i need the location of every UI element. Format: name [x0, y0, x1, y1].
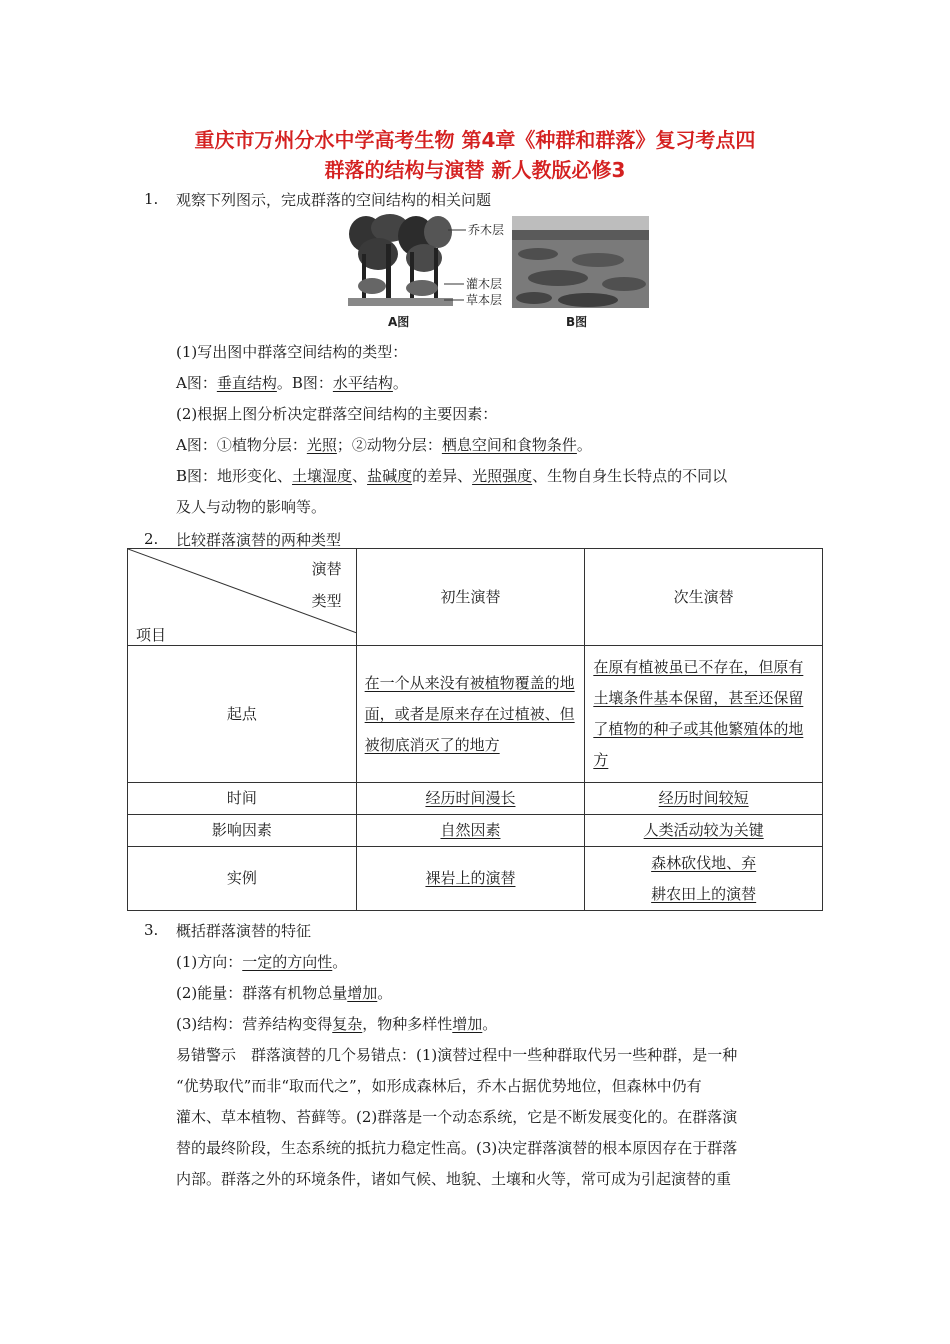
landscape-photo	[512, 216, 649, 308]
diagonal-header-cell: 演替 类型 项目	[128, 549, 357, 646]
doc-title-line1: 重庆市万州分水中学高考生物 第4章《种群和群落》复习考点四	[194, 128, 756, 152]
herb-layer-label: 草本层	[466, 293, 503, 307]
q3-feature-structure: (3)结构：营养结构变得复杂，物种多样性增加。	[176, 1015, 498, 1033]
header-secondary-succession: 次生演替	[585, 549, 823, 646]
q1-part2-answer-b-cont: 及人与动物的影响等。	[176, 498, 327, 516]
header-primary-succession: 初生演替	[356, 549, 585, 646]
table-row: 起点 在一个从来没有被植物覆盖的地面，或者是原来存在过植被、但被彻底消灭了的地方 在原有植被虽已不存在，但原有土壤条件基本保留，甚至还保留了植物的种子或其他繁殖体的地方	[128, 646, 823, 783]
warning-line-1: 易错警示 群落演替的几个易错点：(1)演替过程中一些种群取代另一些种群，是一种	[176, 1046, 738, 1064]
tree-layer-label: 乔木层	[468, 223, 505, 237]
q3-text: 概括群落演替的特征	[176, 922, 312, 940]
figure-b-caption: B图	[566, 315, 588, 329]
warning-line-5: 内部。群落之外的环境条件，诸如气候、地貌、土壤和火等，常可成为引起演替的重	[176, 1170, 732, 1188]
answer-salinity: 盐碱度	[367, 467, 413, 485]
q2-text: 比较群落演替的两种类型	[176, 531, 342, 549]
q3-feature-energy: (2)能量：群落有机物总量增加。	[176, 984, 393, 1002]
answer-habitat-food: 栖息空间和食物条件	[441, 436, 577, 454]
answer-light: 光照	[306, 436, 337, 454]
table-header-row	[128, 549, 823, 646]
doc-title-line2: 群落的结构与演替 新人教版必修3	[324, 158, 626, 182]
q1-text: 观察下列图示，完成群落的空间结构的相关问题	[176, 191, 492, 209]
q1-number: 1.	[144, 190, 159, 208]
answer-soil-moisture: 土壤湿度	[292, 467, 353, 485]
q3-number: 3.	[144, 921, 159, 939]
answer-vertical-structure: 垂直结构	[216, 374, 277, 392]
succession-comparison-table	[127, 548, 823, 911]
warning-line-4: 替的最终阶段，生态系统的抵抗力稳定性高。(3)决定群落演替的根本原因存在于群落	[176, 1139, 738, 1157]
figure-a-caption: A图	[388, 315, 410, 329]
q1-part1-prompt: (1)写出图中群落空间结构的类型：	[176, 343, 408, 361]
answer-light-intensity: 光照强度	[472, 467, 533, 485]
q3-feature-direction: (1)方向：一定的方向性。	[176, 953, 348, 971]
table-row: 实例 裸岩上的演替 森林砍伐地、弃 耕农田上的演替	[128, 847, 823, 911]
warning-line-3: 灌木、草本植物、苔藓等。(2)群落是一个动态系统，它是不断发展变化的。在群落演	[176, 1108, 738, 1126]
forest-layers-illustration	[348, 214, 466, 308]
table-row: 影响因素 自然因素 人类活动较为关键	[128, 815, 823, 847]
shrub-layer-label: 灌木层	[466, 277, 503, 291]
q2-number: 2.	[144, 530, 159, 548]
q1-part2-answer-a: A图：①植物分层：光照；②动物分层：栖息空间和食物条件。	[176, 436, 592, 454]
community-structure-figure	[348, 214, 650, 332]
q1-part2-answer-b: B图：地形变化、土壤湿度、盐碱度的差异、光照强度、生物自身生长特点的不同以	[176, 467, 728, 485]
q1-part2-prompt: (2)根据上图分析决定群落空间结构的主要因素：	[176, 405, 498, 423]
q1-part1-answer: A图：垂直结构。B图：水平结构。	[176, 374, 408, 392]
warning-line-2: “优势取代”而非“取而代之”，如形成森林后，乔木占据优势地位，但森林中仍有	[176, 1077, 702, 1095]
answer-horizontal-structure: 水平结构	[332, 374, 393, 392]
table-row: 时间 经历时间漫长 经历时间较短	[128, 783, 823, 815]
